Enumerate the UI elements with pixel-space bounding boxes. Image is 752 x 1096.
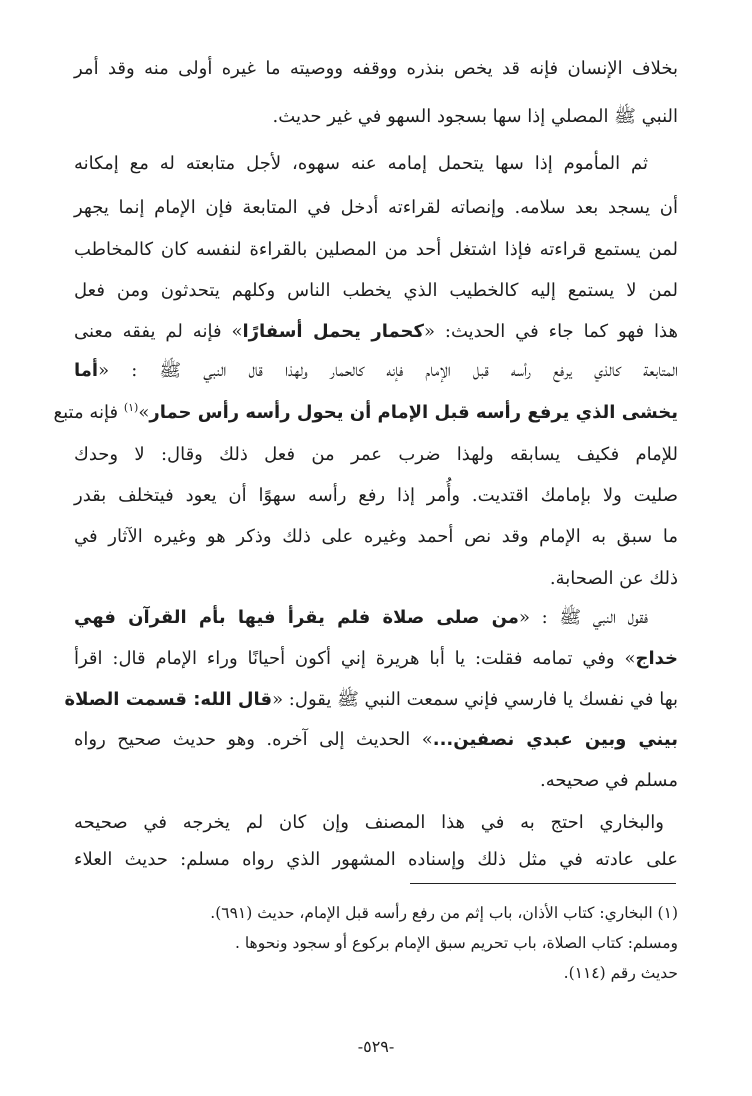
line-text: النبي ﷺ المصلي إذا سها بسجود السهو في غير حديث. — [272, 106, 678, 127]
footnote-marker: (١) — [123, 401, 139, 414]
body-line-3 — [74, 146, 648, 182]
line-text: بها في نفسك يا فارسي فإني سمعت النبي ﷺ يقول: « — [272, 689, 678, 710]
line-text: صليت ولا بإمامك اقتديت. وأُمر إذا رفع رأسه سهوًا أن يعود فيتخلف بقدر — [74, 485, 678, 506]
footnote-text: (١) البخاري: كتاب الأذان، باب إثم من رفع رأسه قبل الإمام، حديث (٦٩١). — [210, 904, 678, 922]
line-text: فإنه متبع — [53, 402, 124, 423]
line-text: لمن يستمع قراءته فإذا اشتغل أحد من المصلين بالقراءة لنفسه كان كالمخاطب — [74, 239, 678, 260]
body-line-8 — [74, 353, 678, 389]
footnote-text: حديث رقم (١١٤). — [563, 964, 678, 982]
footnote-line-3 — [74, 958, 678, 988]
line-text: على عادته في مثل ذلك وإسناده المشهور الذي رواه مسلم: حديث العلاء — [74, 849, 678, 870]
body-line-11 — [74, 478, 678, 514]
line-text: ثم المأموم إذا سها يتحمل إمامه عنه سهوه، لأجل متابعته له مع إمكانه — [74, 153, 648, 174]
line-text: بخلاف الإنسان فإنه قد يخص بنذره ووقفه ووصيته ما غيره أولى منه وقد أمر — [74, 58, 678, 79]
body-line-2 — [74, 99, 678, 135]
line-text: » — [138, 402, 150, 423]
body-line-6 — [74, 273, 678, 309]
body-line-18 — [74, 763, 678, 799]
body-line-14 — [74, 600, 648, 636]
hadith-quote: قال الله: قسمت الصلاة — [64, 689, 273, 710]
body-line-9 — [53, 395, 678, 431]
body-line-10 — [74, 437, 678, 473]
body-line-1 — [74, 51, 678, 87]
page-number: -٥٢٩- — [357, 1037, 395, 1056]
body-line-17 — [74, 722, 678, 758]
line-text: فقول النبي ﷺ : « — [518, 607, 648, 628]
line-text: المتابعة كالذي يرفع رأسه قبل الإمام فإنه كالحمار ولهذا قال النبي ﷺ : « — [98, 360, 678, 381]
line-text: مسلم في صحيحه. — [539, 770, 678, 791]
body-line-7 — [74, 314, 678, 350]
body-line-13 — [74, 561, 678, 597]
body-line-4 — [74, 190, 678, 226]
footnote-line-2 — [74, 928, 678, 958]
line-text: والبخاري احتج به في هذا المصنف وإن كان لم يخرجه في صحيحه — [74, 812, 664, 833]
line-text: » وفي تمامه فقلت: يا أبا هريرة إني أكون أحيانًا وراء الإمام قال: اقرأ — [74, 648, 636, 669]
body-line-16 — [64, 682, 678, 718]
body-line-12 — [74, 519, 678, 555]
line-text: ذلك عن الصحابة. — [549, 568, 678, 589]
line-text: ما سبق به الإمام وقد نص أحمد وغيره على ذلك وذكر هو وغيره الآثار في — [74, 526, 678, 547]
body-line-15 — [74, 641, 678, 677]
line-text: للإمام فكيف يسابقه ولهذا ضرب عمر من فعل ذلك وقال: لا وحدك — [74, 444, 678, 465]
line-text: هذا فهو كما جاء في الحديث: « — [423, 321, 678, 342]
footnote-text: ومسلم: كتاب الصلاة، باب تحريم سبق الإمام بركوع أو سجود ونحوها . — [234, 934, 678, 952]
hadith-quote: كحمار يحمل أسفارًا — [242, 321, 424, 342]
line-text: أن يسجد بعد سلامه. وإنصاته لقراءته أدخل في المتابعة فإن الإمام إنما يجهر — [74, 197, 678, 218]
hadith-quote: من صلى صلاة فلم يقرأ فيها بأم القرآن فهي — [74, 607, 519, 628]
line-text: » الحديث إلى آخره. وهو حديث صحيح رواه — [74, 729, 433, 750]
body-line-19 — [74, 805, 664, 841]
hadith-quote: خداج — [635, 648, 678, 669]
hadith-quote: أما — [74, 360, 99, 381]
footnote-line-1 — [74, 898, 678, 928]
line-text: لمن لا يستمع إليه كالخطيب الذي يخطب الناس وكلهم يتحدثون ومن فعل — [74, 280, 678, 301]
body-line-20 — [74, 842, 678, 878]
footnote-separator — [410, 883, 676, 884]
line-text: » فإنه لم يفقه معنى — [74, 321, 243, 342]
hadith-quote: يخشى الذي يرفع رأسه قبل الإمام أن يحول رأسه رأس حمار — [149, 402, 678, 423]
body-line-5 — [74, 232, 678, 268]
hadith-quote: بيني وبين عبدي نصفين... — [432, 729, 678, 750]
